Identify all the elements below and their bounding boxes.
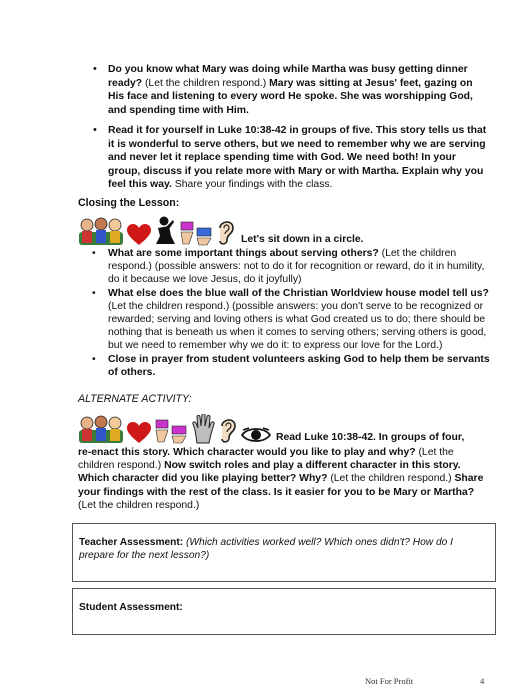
heart-icon: [127, 422, 151, 444]
ear-icon: [218, 416, 238, 444]
bullet-text: [108, 63, 488, 117]
question-text: What else does the blue wall of the Christian Worldview house model tell us?: [108, 287, 489, 299]
respond-note: (Let the children respond.): [144, 77, 267, 89]
page-number: 4: [480, 676, 485, 686]
praying-person-icon: [154, 216, 176, 246]
alternate-paragraph: [78, 446, 490, 512]
prayer-text: Close in prayer from student volunteers asking God to help them be servants of others.: [108, 353, 490, 378]
hands-serving-icon: [154, 418, 188, 444]
answer-text: Mary was sitting at Jesus' feet, gazing on His face and listening to every word He spoke. She was worshipping God, and spending time with Him.: [108, 77, 473, 116]
footer-label: Not For Profit: [365, 676, 414, 686]
switch-roles-text: Now switch roles and play a different character in this story. Which character did you like playing better? Why?: [78, 460, 461, 485]
share-note: Share your findings with the class.: [174, 179, 333, 191]
teacher-assessment-content: [73, 524, 495, 563]
read-luke-instruction: Read Luke 10:38-42. In groups of four,: [276, 432, 465, 443]
question-text: Do you know what Mary was doing while Martha was busy getting dinner ready?: [108, 64, 468, 89]
respond-note: (Let the children respond.): [78, 447, 454, 472]
student-assessment-box: [72, 588, 496, 635]
instruction-text: Read it for yourself in Luke 10:38-42 in groups of five. This story tells us that it is wonderful to serve others, but we need to remember why we are serving and never let it replace spending time with God. We need both! In your group, discuss if you relate more with Mary or with Martha. Explain why you feel this way.: [108, 125, 487, 191]
teacher-assessment-label: Teacher Assessment:: [79, 537, 184, 548]
bullet-dot: •: [92, 287, 96, 299]
student-assessment-label: Student Assessment:: [79, 602, 183, 613]
share-text: Share your findings with the rest of the class. Is it easier for you to be Mary or Martha?: [78, 473, 484, 498]
bullet-text: [108, 124, 488, 192]
heart-icon: [127, 224, 151, 246]
list-item: [80, 287, 490, 353]
list-item: [80, 353, 490, 379]
ear-icon: [216, 218, 236, 246]
bullet-dot: •: [92, 248, 96, 259]
reenact-text: re-enact this story. Which character would you like to play and why?: [78, 447, 416, 458]
alternate-heading: ALTERNATE ACTIVITY:: [78, 393, 192, 405]
possible-answers: (Let the children respond.) (possible answers: not to do it for recognition or reward, do it in humility, do it because we love Jesus, do it joyfully): [108, 248, 485, 286]
respond-note: (Let the children respond.): [330, 473, 452, 485]
luke-bullet: [78, 124, 488, 192]
question-text: What are some important things about serving others?: [108, 248, 379, 259]
circle-instruction: Let's sit down in a circle.: [241, 234, 364, 245]
bullet-dot: •: [93, 124, 97, 136]
possible-answers: (Let the children respond.) (possible answers: you don't serve to be recognized or rewarded; serving and loving others is what God created us to do; there should be nothing that is beneath us when it comes to serving others; serving others is good, but we need to remember why we do it: to express our love for the Lord.): [108, 300, 487, 352]
student-assessment-content: [73, 589, 495, 614]
bullet-dot: •: [92, 353, 96, 365]
eye-icon: [241, 426, 271, 444]
hand-icon: [191, 414, 215, 444]
group-of-children-icon: [78, 216, 124, 246]
teacher-assessment-box: [72, 523, 496, 582]
mary-bullet: [78, 63, 488, 117]
group-of-children-icon: [78, 414, 124, 444]
alternate-icons: [78, 410, 464, 444]
hands-serving-icon: [179, 220, 213, 246]
closing-list: [80, 247, 490, 379]
list-item: [80, 247, 490, 287]
teacher-assessment-prompt: (Which activities worked well? Which ones didn't? How do I prepare for the next lesson?): [79, 537, 453, 562]
closing-icons: [78, 212, 364, 246]
closing-heading: Closing the Lesson:: [78, 197, 180, 209]
respond-note: (Let the children respond.): [78, 499, 200, 511]
bullet-dot: •: [93, 63, 97, 75]
